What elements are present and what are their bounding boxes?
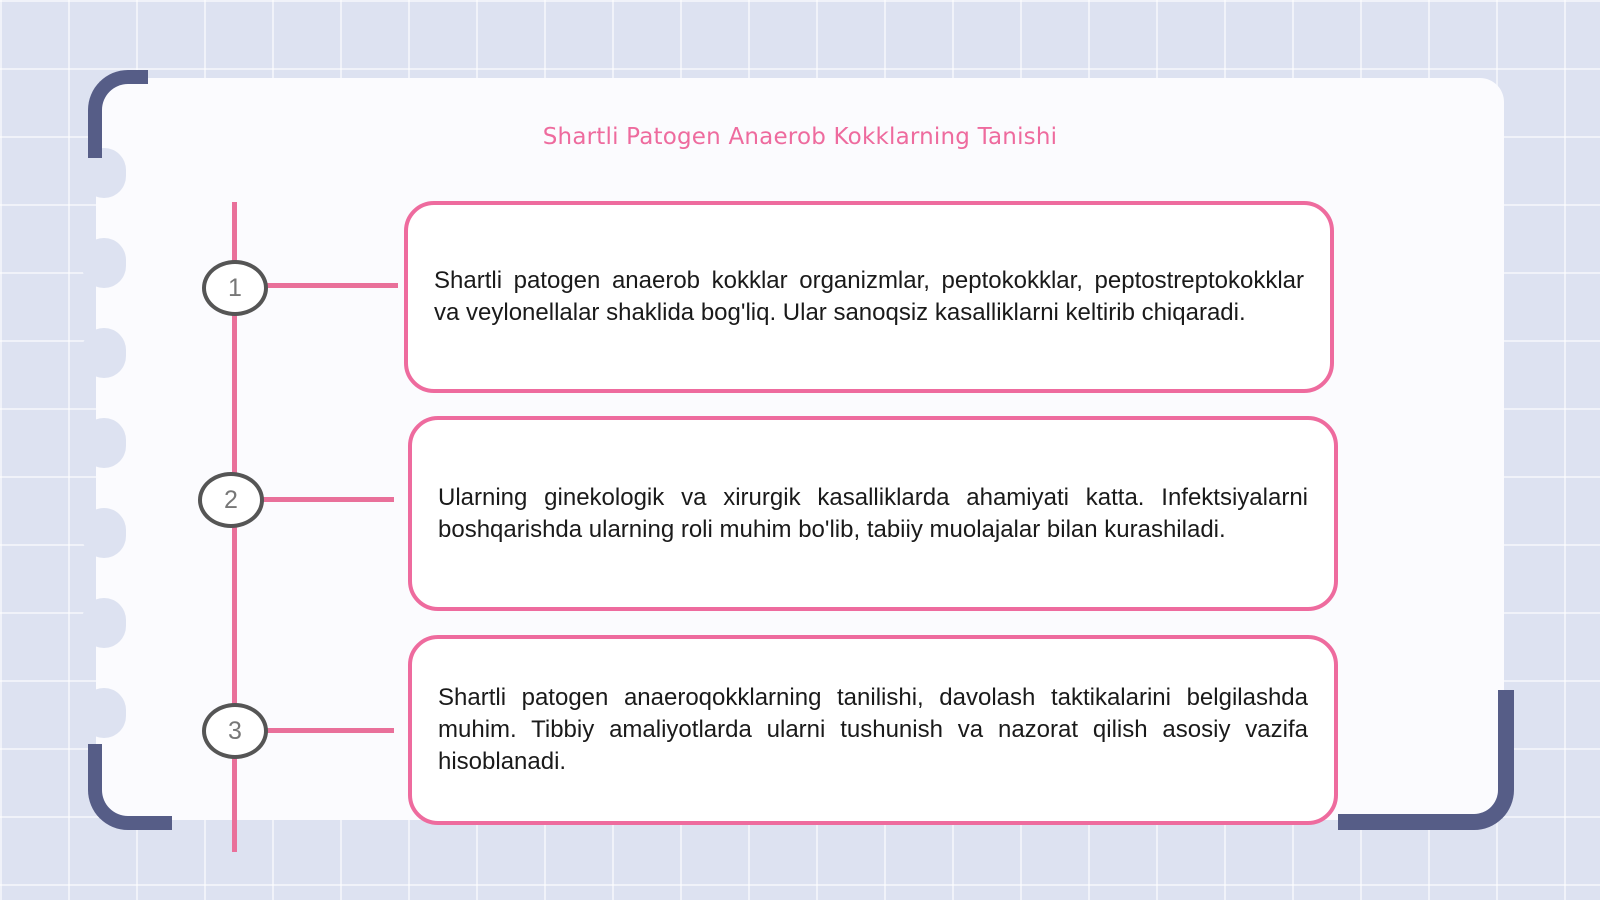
corner-bracket-bottom-left <box>88 744 172 830</box>
notebook-notch <box>82 238 126 288</box>
corner-bracket-top-left <box>88 70 148 158</box>
step-card <box>404 201 1334 393</box>
slide-title: Shartli Patogen Anaerob Kokklarning Tanishi <box>542 124 1058 150</box>
notebook-notch <box>82 688 126 738</box>
step-number: 1 <box>228 273 242 302</box>
step-connector <box>266 283 398 288</box>
step-connector <box>266 728 394 733</box>
notebook-notch <box>82 328 126 378</box>
step-number-badge <box>198 472 264 528</box>
notebook-notch <box>82 508 126 558</box>
corner-bracket-bottom-right <box>1338 690 1514 830</box>
step-description: Shartli patogen anaerob kokklar organizmlar, peptokokklar, peptostreptokokklar va veylonellalar shaklida bog'liq. Ular sanoqsiz kasalliklarni keltirib chiqaradi. <box>434 267 1304 326</box>
notebook-notch <box>82 418 126 468</box>
step-number: 2 <box>224 485 238 514</box>
notebook-notch <box>82 598 126 648</box>
step-description: Ularning ginekologik va xirurgik kasalliklarda ahamiyati katta. Infektsiyalarni boshqarishda ularning roli muhim bo'lib, tabiiy muolajalar bilan kurashiladi. <box>438 483 1308 543</box>
step-number-badge <box>202 260 268 316</box>
step-number-badge <box>202 703 268 759</box>
step-connector <box>262 497 394 502</box>
step-description: Shartli patogen anaeroqokklarning tanilishi, davolash taktikalarini belgilashda muhim. Tibbiy amaliyotlarda ularni tushunish va nazorat qilish asosiy vazifa hisoblanadi. <box>438 684 1308 775</box>
step-number: 3 <box>228 716 242 745</box>
step-card <box>408 635 1338 825</box>
step-card <box>408 416 1338 611</box>
